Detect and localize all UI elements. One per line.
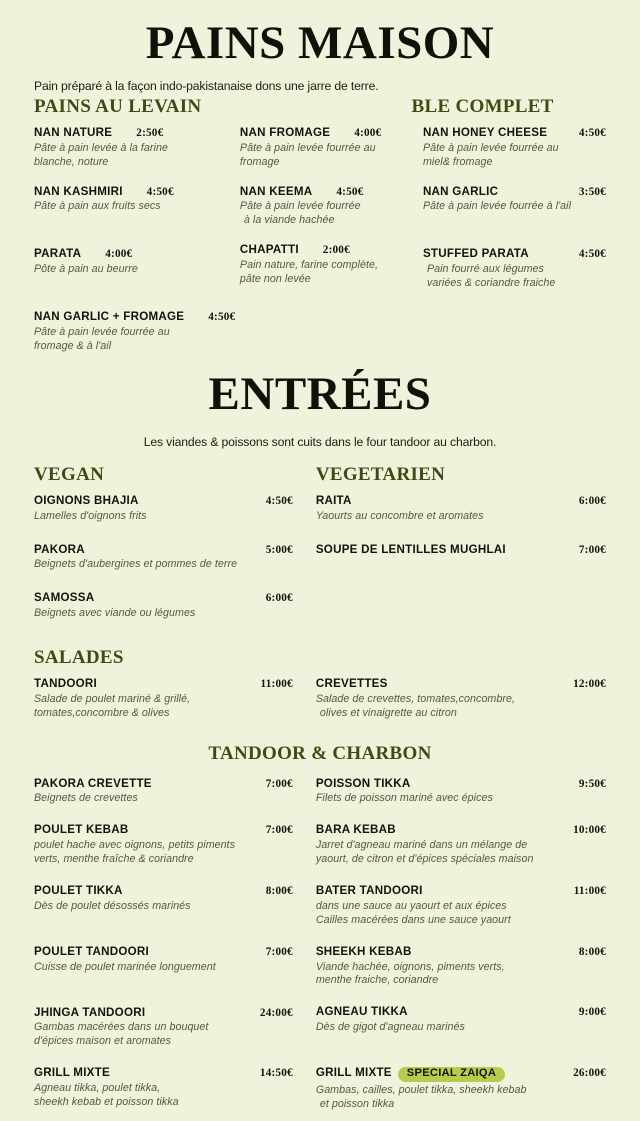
pains-maison-note: Pain préparé à la façon indo-pakistanaise dons une jarre de terre. <box>34 79 379 93</box>
menu-item[interactable] <box>316 945 606 989</box>
item-description <box>316 792 606 806</box>
item-description <box>34 792 293 806</box>
item-description-line: variées & coriandre fraiche <box>426 277 556 290</box>
bread-column-levain-a <box>34 126 240 365</box>
item-description-line: Filets de poisson mariné avec épices <box>315 792 493 805</box>
menu-item[interactable] <box>34 1066 293 1110</box>
item-description <box>34 900 293 914</box>
item-price: 12:00€ <box>573 677 606 690</box>
item-description-line: Salade de poulet mariné & grillé, <box>34 692 191 705</box>
salades-column-right <box>303 677 606 732</box>
item-name: SAMOSSA <box>34 591 95 605</box>
item-description-line: Beignets avec viande ou légumes <box>34 607 196 620</box>
item-description-line: Gambas macérées dans un bouquet <box>34 1021 209 1034</box>
section-header-ble-complet: BLE COMPLET <box>411 96 554 117</box>
item-price: 10:00€ <box>573 824 606 837</box>
item-description <box>423 142 606 170</box>
item-name: POULET TANDOORI <box>34 944 149 958</box>
item-description <box>34 142 236 170</box>
item-description-line: tomates,concombre & olives <box>34 706 170 719</box>
item-description-line: Cuisse de poulet marinée longuement <box>34 960 216 973</box>
item-name: GRILL MIXTE <box>34 1066 110 1080</box>
entrees-items <box>34 494 606 632</box>
item-description-line: Pâte à pain levée à la farine <box>34 141 168 154</box>
item-price: 11:00€ <box>260 677 293 690</box>
item-description <box>34 200 236 214</box>
item-name: AGNEAU TIKKA <box>315 1005 408 1019</box>
menu-item[interactable] <box>34 591 293 621</box>
item-description <box>34 1021 293 1049</box>
item-description-line: Yaourts au concombre et aromates <box>315 509 484 522</box>
salades-column-left <box>34 677 303 732</box>
item-description-line: Pâte à pain levée fourrée au <box>239 141 376 154</box>
bread-column-ble-complet <box>423 126 606 365</box>
item-description <box>316 510 606 524</box>
item-price: 4:50€ <box>208 311 236 324</box>
menu-item[interactable] <box>34 823 293 867</box>
item-description <box>423 263 606 291</box>
item-price: 4:50€ <box>578 248 606 261</box>
item-price: 2:50€ <box>136 126 164 139</box>
item-price: 4:50€ <box>265 494 293 507</box>
item-description <box>316 900 606 928</box>
item-description-line: poulet hache avec oignons, petits piments <box>34 839 236 852</box>
item-description-line: Beignets d'aubergines et pommes de terre <box>34 558 238 571</box>
item-price: 14:50€ <box>259 1067 293 1080</box>
item-name: SHEEKH KEBAB <box>315 944 412 958</box>
menu-item[interactable] <box>240 126 419 170</box>
menu-item[interactable] <box>316 884 606 928</box>
menu-item[interactable] <box>34 777 293 807</box>
menu-item[interactable] <box>34 543 293 573</box>
item-name: CREVETTES <box>315 676 388 690</box>
status-badge-special-zaiqa: SPECIAL ZAIQA <box>398 1067 505 1083</box>
item-description-line: Pain nature, farine complète, <box>239 259 378 272</box>
item-name: PAKORA CREVETTE <box>34 776 152 790</box>
item-description <box>34 693 293 721</box>
item-name: NAN FROMAGE <box>239 125 331 139</box>
item-name: CHAPATTI <box>239 243 299 257</box>
section-header-salades: SALADES <box>34 647 124 669</box>
item-description-line: Jarret d'agneau mariné dans un mélange de <box>315 839 528 852</box>
item-description-line: fromage & à l'ail <box>34 339 112 352</box>
item-name: POULET TIKKA <box>34 884 123 897</box>
item-description-line: pâte non levée <box>239 273 311 286</box>
menu-item[interactable] <box>316 677 606 721</box>
item-description-line: sheekh kebab et poisson tikka <box>34 1096 179 1109</box>
menu-item[interactable] <box>316 1005 606 1035</box>
item-description-line: d'épices maison et aromates <box>34 1035 172 1048</box>
item-price: 26:00€ <box>573 1067 606 1080</box>
item-description-line: blanche, noture <box>34 155 109 168</box>
item-price: 8:00€ <box>265 885 293 897</box>
menu-item[interactable] <box>423 126 606 170</box>
menu-item[interactable] <box>34 1006 293 1050</box>
tandoor-items <box>34 777 606 1121</box>
item-description-line: Lamelles d'oignons frits <box>34 509 147 522</box>
item-price: 4:00€ <box>105 248 133 261</box>
item-description-line: Pain fourré aux légumes <box>426 263 544 276</box>
item-name: NAN KASHMIRI <box>34 184 123 198</box>
item-description <box>34 961 293 975</box>
item-description-line: verts, menthe fraîche & coriandre <box>34 853 194 866</box>
item-description-line: et poisson tikka <box>319 1098 395 1111</box>
item-price: 5:00€ <box>265 543 293 556</box>
menu-item[interactable] <box>34 247 236 277</box>
item-name: RAITA <box>315 493 352 507</box>
item-price: 7:00€ <box>265 945 293 958</box>
item-name: PARATA <box>34 247 82 261</box>
item-description <box>34 326 236 354</box>
item-price: 24:00€ <box>259 1006 293 1019</box>
item-name: PAKORA <box>34 542 85 556</box>
menu-item[interactable] <box>34 884 293 914</box>
item-name: SOUPE DE LENTILLES MUGHLAI <box>315 542 506 556</box>
item-description <box>240 200 419 228</box>
menu-item[interactable] <box>316 777 606 807</box>
tandoor-column-right <box>303 777 606 1121</box>
menu-item[interactable] <box>34 945 293 975</box>
item-name: NAN GARLIC + FROMAGE <box>34 310 185 324</box>
item-price: 11:00€ <box>573 885 606 897</box>
salades-items <box>34 677 606 732</box>
vegan-column <box>34 494 303 632</box>
item-description-line: Dès de gigot d'agneau marinés <box>315 1021 465 1034</box>
menu-item[interactable] <box>34 494 293 524</box>
item-description <box>34 263 236 277</box>
menu-item[interactable] <box>34 185 236 215</box>
item-description-line: Cailles macérées dans une sauce yaourt <box>315 913 511 926</box>
item-description-line: Pâte à pain aux fruits secs <box>34 200 161 213</box>
item-price: 8:00€ <box>578 945 606 958</box>
item-description-line: miel& fromage <box>422 155 493 168</box>
item-name: POISSON TIKKA <box>315 776 411 790</box>
item-name: NAN GARLIC <box>422 184 499 198</box>
item-price: 4:50€ <box>578 126 606 139</box>
bread-items <box>34 126 606 365</box>
item-description <box>316 693 606 721</box>
item-price: 6:00€ <box>265 592 293 605</box>
item-description-line: dans une sauce au yaourt et aux épices <box>315 899 507 912</box>
menu-item[interactable] <box>316 494 606 524</box>
item-description-line: Viande hachée, oignons, piments verts, <box>315 960 505 973</box>
item-description <box>316 1084 606 1112</box>
item-description <box>240 259 419 287</box>
item-price: 6:00€ <box>578 494 606 507</box>
item-description <box>316 839 606 867</box>
menu-item[interactable] <box>240 185 419 229</box>
item-name: NAN NATURE <box>34 125 113 139</box>
item-description <box>316 1021 606 1035</box>
item-name: BARA KEBAB <box>315 823 396 837</box>
item-description-line: Pôte à pain au beurre <box>34 263 138 276</box>
item-name: OIGNONS BHAJIA <box>34 493 139 507</box>
item-description-line: fromage <box>239 155 280 168</box>
section-header-pains-au-levain: PAINS AU LEVAIN <box>34 96 202 117</box>
entrees-section-headers <box>34 465 606 486</box>
item-description-line: yaourt, de citron et d'épices spéciales maison <box>315 853 534 866</box>
item-price: 4:50€ <box>146 185 174 198</box>
item-description-line: Gambas, cailles, poulet tikka, sheekh kebab <box>315 1084 527 1097</box>
item-price: 3:50€ <box>578 185 606 198</box>
menu-item-special[interactable] <box>316 1066 606 1112</box>
item-description-line: Pâte à pain levée fourrée au <box>34 326 170 339</box>
item-price: 7:00€ <box>265 824 293 837</box>
item-name: STUFFED PARATA <box>422 247 529 261</box>
menu-item[interactable] <box>34 677 293 721</box>
item-price: 4:50€ <box>336 185 364 198</box>
item-description <box>34 1082 293 1110</box>
page-title-pains-maison: PAINS MAISON <box>145 17 495 69</box>
item-name: JHINGA TANDOORI <box>34 1005 146 1019</box>
item-name: BATER TANDOORI <box>315 884 423 897</box>
item-description-line: à la viande hachée <box>243 214 335 227</box>
section-header-tandoor-charbon: TANDOOR & CHARBON <box>208 742 432 764</box>
item-description-line: Salade de crevettes, tomates,concombre, <box>315 692 516 705</box>
bread-section-headers <box>34 97 606 118</box>
item-price: 7:00€ <box>578 543 606 556</box>
menu-item[interactable] <box>423 185 606 215</box>
menu-item[interactable] <box>34 310 236 354</box>
item-description-line: Beignets de crevettes <box>34 792 138 805</box>
item-price: 4:00€ <box>354 126 382 139</box>
item-description <box>423 200 606 214</box>
item-description <box>316 961 606 989</box>
item-description-line: Dès de poulet désossés marinés <box>34 899 191 912</box>
item-price: 9:00€ <box>578 1006 606 1019</box>
item-description <box>34 510 293 524</box>
item-price: 2:00€ <box>322 244 350 257</box>
item-description-line: olives et vinaigrette au citron <box>319 706 457 719</box>
section-header-vegan: VEGAN <box>34 463 105 485</box>
item-description <box>34 607 293 621</box>
item-description <box>240 142 419 170</box>
menu-item[interactable] <box>316 823 606 867</box>
item-description-line: Pâte à pain levée fourrée au <box>422 141 559 154</box>
tandoor-column-left <box>34 777 303 1121</box>
bread-column-levain-b <box>240 126 423 365</box>
section-header-vegetarien: VEGETARIEN <box>315 463 446 485</box>
item-description <box>34 839 293 867</box>
item-price: 9:50€ <box>578 777 606 790</box>
item-description-line: Agneau tikka, poulet tikka, <box>34 1082 161 1095</box>
item-description-line: menthe fraiche, coriandre <box>315 974 439 987</box>
menu-item[interactable] <box>316 543 606 557</box>
page-title-entrees: ENTRÉES <box>208 367 432 420</box>
menu-item[interactable] <box>34 126 236 170</box>
entrees-note: Les viandes & poissons sont cuits dans le four tandoor au charbon. <box>143 434 497 449</box>
item-name: TANDOORI <box>34 676 97 690</box>
vegetarien-column <box>303 494 606 632</box>
item-name: GRILL MIXTE <box>315 1066 392 1080</box>
item-description-line: Pâte à pain levée fourrée <box>239 200 361 213</box>
item-name: NAN HONEY CHEESE <box>422 125 548 139</box>
item-name: NAN KEEMA <box>239 184 313 198</box>
item-description <box>34 558 293 572</box>
menu-item[interactable] <box>240 243 419 287</box>
item-price: 7:00€ <box>265 777 293 790</box>
item-name: POULET KEBAB <box>34 823 129 837</box>
menu-item[interactable] <box>423 247 606 291</box>
item-description-line: Pâte à pain levée fourrée à l'ail <box>422 200 572 213</box>
